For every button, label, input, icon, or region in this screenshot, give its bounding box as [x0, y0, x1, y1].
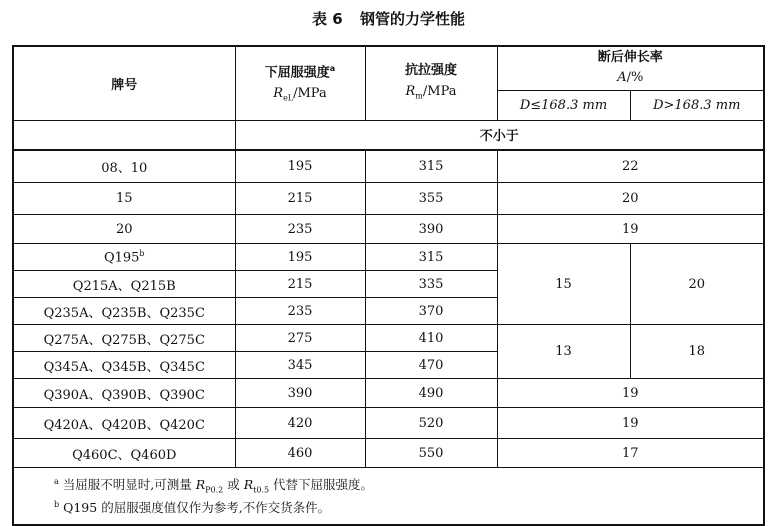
elongation-cell-small: 13: [497, 325, 630, 379]
footnote-b-mark: b: [54, 499, 60, 509]
footnote-a: [13, 468, 764, 497]
yield-cell: 275: [235, 325, 365, 352]
grade-note-mark: b: [139, 248, 145, 258]
tensile-cell: 390: [365, 215, 497, 244]
grade-cell: Q345A、Q345B、Q345C: [13, 352, 235, 379]
grade-cell: 20: [13, 215, 235, 244]
elongation-cell: 19: [497, 379, 764, 408]
yield-label: 下屈服强度: [264, 65, 330, 81]
header-not-less: 不小于: [235, 120, 764, 150]
table-caption: 钢管的力学性能: [359, 10, 465, 28]
header-d-large: D>168.3 mm: [630, 90, 764, 120]
header-tensile: [365, 46, 497, 120]
yield-cell: 345: [235, 352, 365, 379]
yield-unit: /MPa: [293, 86, 327, 102]
header-yield: [235, 46, 365, 120]
footnote-a-subscript2: t0.5: [253, 485, 270, 495]
yield-symbol: R: [273, 86, 284, 102]
elongation-cell-large: 20: [630, 244, 764, 325]
elongation-symbol: A: [617, 70, 627, 86]
footnote-a-mark: a: [54, 477, 59, 487]
header-d-small: D≤168.3 mm: [497, 90, 630, 120]
grade-cell: Q420A、Q420B、Q420C: [13, 408, 235, 439]
grade-cell: 15: [13, 183, 235, 215]
footnote-a-cell: [13, 468, 764, 497]
elongation-cell: 22: [497, 150, 764, 183]
elongation-label: 断后伸长率: [597, 50, 663, 66]
tensile-symbol: R: [405, 83, 416, 99]
tensile-cell: 410: [365, 325, 497, 352]
grade-cell: Q235A、Q235B、Q235C: [13, 298, 235, 325]
table-row: [13, 183, 764, 215]
tensile-cell: 315: [365, 150, 497, 183]
grade-text: Q195: [103, 250, 140, 266]
tensile-cell: 490: [365, 379, 497, 408]
yield-cell: 390: [235, 379, 365, 408]
table-row: [13, 215, 764, 244]
table-row: [13, 379, 764, 408]
tensile-cell: 550: [365, 439, 497, 468]
header-elongation: [497, 46, 764, 90]
table-number: 表 6: [312, 10, 343, 28]
table-row: [13, 439, 764, 468]
footnote-a-symbol1: R: [195, 477, 206, 493]
tensile-cell: 520: [365, 408, 497, 439]
footnote-a-text3: 代替下屈服强度。: [269, 477, 374, 493]
yield-cell: 215: [235, 271, 365, 298]
elongation-cell-large: 18: [630, 325, 764, 379]
yield-cell: 460: [235, 439, 365, 468]
elongation-cell: 19: [497, 408, 764, 439]
yield-subscript: eL: [283, 93, 294, 103]
tensile-cell: 470: [365, 352, 497, 379]
grade-cell: Q215A、Q215B: [13, 271, 235, 298]
tensile-unit: /MPa: [422, 83, 457, 99]
elongation-cell-small: 15: [497, 244, 630, 325]
grade-cell: Q460C、Q460D: [13, 439, 235, 468]
yield-cell: 235: [235, 298, 365, 325]
tensile-cell: 335: [365, 271, 497, 298]
tensile-label: 抗拉强度: [404, 62, 457, 78]
tensile-cell: 315: [365, 244, 497, 271]
tensile-cell: 355: [365, 183, 497, 215]
grade-cell: 08、10: [13, 150, 235, 183]
tensile-subscript: m: [415, 91, 423, 101]
footnote-a-symbol2: R: [243, 477, 254, 493]
table-row: [13, 408, 764, 439]
elongation-unit: /%: [626, 70, 644, 86]
footnote-a-text1: 当屈服不明显时,可测量: [62, 477, 196, 493]
elongation-cell: 17: [497, 439, 764, 468]
tensile-cell: 370: [365, 298, 497, 325]
table-title: [0, 8, 777, 29]
grade-cell: [13, 244, 235, 271]
yield-note-mark: a: [329, 63, 336, 73]
footnote-b-text: Q195 的屈服强度值仅作为参考,不作交货条件。: [63, 500, 331, 515]
elongation-cell: 20: [497, 183, 764, 215]
elongation-cell: 19: [497, 215, 764, 244]
table-row: [13, 325, 764, 352]
footnote-b-cell: [13, 496, 764, 525]
header-grade-spacer: [13, 120, 235, 150]
footnote-a-subscript1: P0.2: [205, 485, 224, 495]
mechanical-properties-table: [12, 45, 765, 526]
header-grade: 牌号: [13, 46, 235, 120]
grade-cell: Q390A、Q390B、Q390C: [13, 379, 235, 408]
footnote-a-text2: 或: [223, 477, 244, 493]
grade-cell: Q275A、Q275B、Q275C: [13, 325, 235, 352]
table-row: [13, 150, 764, 183]
footnote-b: [13, 496, 764, 525]
yield-cell: 195: [235, 244, 365, 271]
yield-cell: 215: [235, 183, 365, 215]
yield-cell: 195: [235, 150, 365, 183]
yield-cell: 420: [235, 408, 365, 439]
yield-cell: 235: [235, 215, 365, 244]
table-row: [13, 244, 764, 271]
